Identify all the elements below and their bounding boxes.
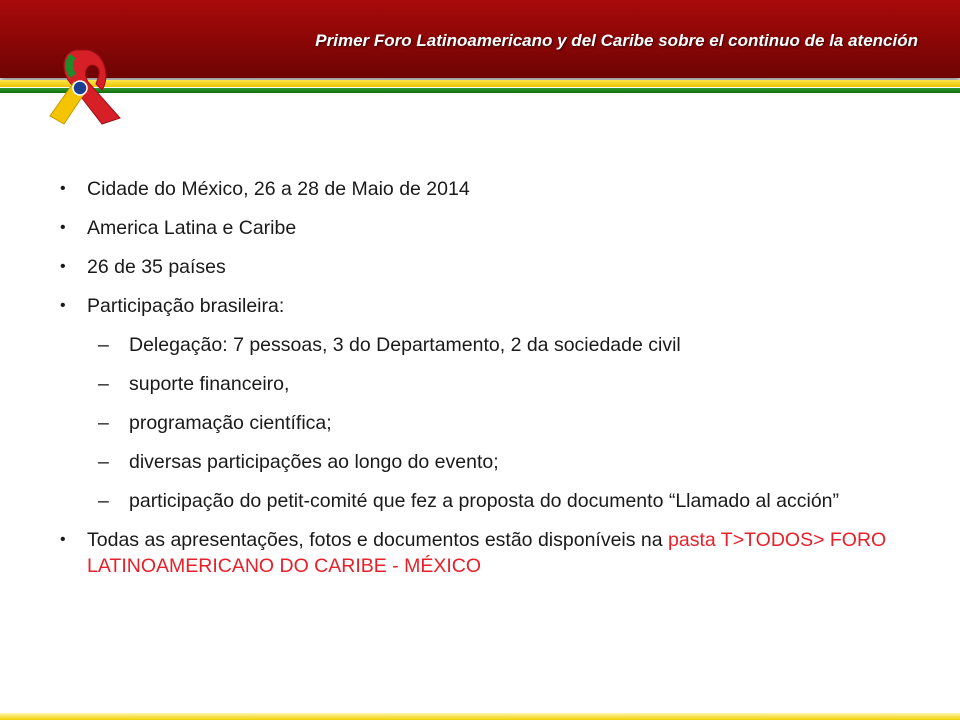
bullet-text: 26 de 35 países: [87, 256, 226, 278]
list-item: [58, 293, 918, 319]
yellow-stripe: [0, 80, 960, 87]
bullet-text: Todas as apresentações, fotos e documentos estão disponíveis na: [87, 529, 669, 551]
sub-list-item: [58, 410, 918, 436]
awareness-ribbon-icon: [44, 44, 128, 128]
bullet-text: America Latina e Caribe: [87, 217, 297, 239]
bullet-marker: •: [60, 297, 66, 314]
list-item: [58, 254, 918, 280]
sub-item-text: suporte financeiro,: [129, 373, 290, 395]
list-item: [58, 527, 918, 579]
bullet-marker: •: [60, 219, 66, 236]
bullet-marker: •: [60, 258, 66, 275]
sub-list-item: [58, 332, 918, 358]
dash-marker: –: [98, 451, 109, 473]
green-stripe: [0, 88, 960, 93]
sub-item-text: programação científica;: [129, 412, 332, 434]
folder-path-highlight: pasta T>TODOS> FORO LATINOAMERICANO DO CARIBE - MÉXICO: [87, 529, 887, 577]
header-title: Primer Foro Latinoamericano y del Caribe sobre el continuo de la atención: [315, 31, 918, 50]
bullet-list: [58, 176, 918, 592]
dash-marker: –: [98, 334, 109, 356]
sub-item-text: diversas participações ao longo do evento;: [129, 451, 499, 473]
bullet-marker: •: [60, 180, 66, 197]
sub-list-item: [58, 488, 918, 514]
sub-item-text: participação do petit-comité que fez a proposta do documento “Llamado al acción”: [129, 490, 839, 512]
sub-list-item: [58, 449, 918, 475]
list-item: [58, 215, 918, 241]
sub-list-item: [58, 371, 918, 397]
dash-marker: –: [98, 373, 109, 395]
bullet-marker: •: [60, 531, 66, 548]
footer-stripe: [0, 713, 960, 720]
header-bar: [0, 0, 960, 78]
list-item: [58, 176, 918, 202]
dash-marker: –: [98, 412, 109, 434]
bullet-text: Cidade do México, 26 a 28 de Maio de 2014: [87, 178, 470, 200]
dash-marker: –: [98, 490, 109, 512]
bullet-text: Participação brasileira:: [87, 295, 285, 317]
sub-item-text: Delegação: 7 pessoas, 3 do Departamento, 2 da sociedade civil: [129, 334, 681, 356]
